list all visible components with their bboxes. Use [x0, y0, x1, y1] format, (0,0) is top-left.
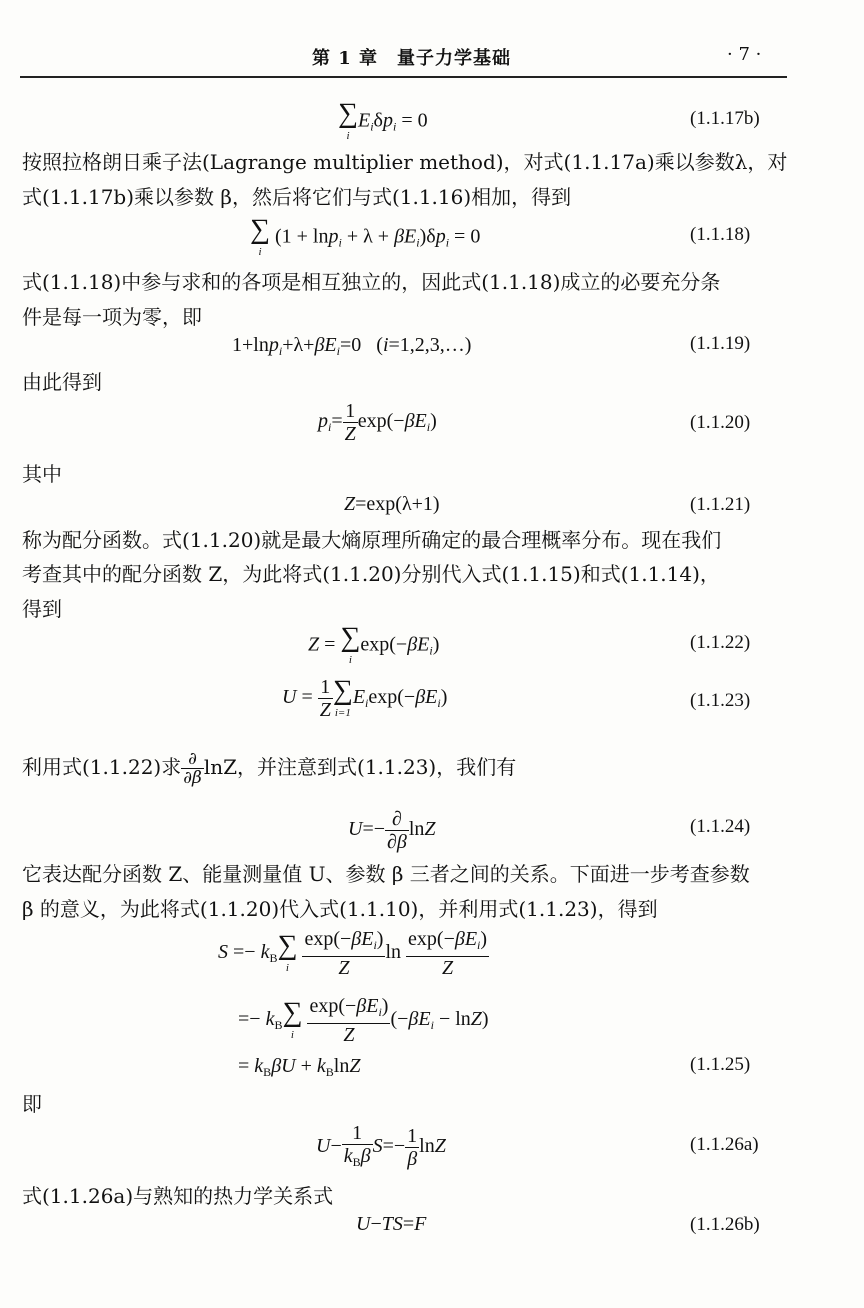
equation-number: (1.1.22)	[690, 632, 751, 653]
equation-1-1-23: U = $\frac{1}{Z}$ ∑ i=1 $E_i\exp(-\beta E_i)$	[282, 674, 448, 721]
equation-number: (1.1.18)	[690, 224, 751, 245]
equation-number: (1.1.24)	[690, 816, 751, 837]
paragraph-line: 其中	[22, 462, 62, 486]
paragraph-line: 即	[22, 1092, 42, 1116]
equation-number: (1.1.19)	[690, 333, 751, 354]
paragraph-line: β 的意义，为此将式(1.1.20)代入式(1.1.10)，并利用式(1.1.23)，得到	[22, 897, 658, 921]
equation-1-1-22: Z = ∑ i $\exp(-\beta E_i)$	[308, 622, 440, 666]
equation-1-1-26a: U− $\frac{1}{k_B\beta}$ S=− $\frac{1}{\beta}$ lnZ	[316, 1122, 446, 1170]
equation-1-1-20: $p_i=$ $\frac{1}{Z}$ $\exp(-\beta E_i)$	[318, 400, 437, 445]
equation-number: (1.1.26b)	[690, 1214, 760, 1235]
paragraph-line: 式(1.1.26a)与熟知的热力学关系式	[22, 1184, 334, 1208]
header-rule	[20, 76, 787, 78]
paragraph-line: 考查其中的配分函数 Z，为此将式(1.1.20)分别代入式(1.1.15)和式(1.1.14)，	[22, 562, 720, 586]
equation-number: (1.1.23)	[690, 690, 751, 711]
equation-number: (1.1.25)	[690, 1054, 751, 1075]
equation-1-1-26b: U−TS=F	[356, 1213, 427, 1235]
equation-1-1-18: ∑ i $(1 + \ln p_i + \lambda + \beta E_i)\delta p_i = 0$	[250, 214, 481, 258]
paragraph-line: 称为配分函数。式(1.1.20)就是最大熵原理所确定的最合理概率分布。现在我们	[22, 528, 722, 552]
equation-1-1-19: $1+\ln p_i+\lambda+\beta E_i=0$ (i=1,2,3,…)	[232, 334, 472, 358]
paragraph-line: 式(1.1.18)中参与求和的各项是相互独立的，因此式(1.1.18)成立的必要充分条	[22, 270, 721, 294]
paragraph-line: 按照拉格朗日乘子法(Lagrange multiplier method)，对式(1.1.17a)乘以参数λ，对	[22, 150, 788, 174]
equation-1-1-25-line3: = $k_B\beta U + k_B\ln Z$	[238, 1055, 361, 1079]
equation-number: (1.1.26a)	[690, 1134, 759, 1155]
paragraph-line: 件是每一项为零，即	[22, 305, 202, 329]
equation-1-1-21: Z=exp(λ+1)	[344, 493, 440, 515]
page-number: · 7 ·	[727, 44, 762, 65]
paragraph-line: 得到	[22, 597, 62, 621]
equation-1-1-25-line1: $S =- k_B$ ∑ i $\frac{\exp(-\beta E_i)}{Z}$ ln $\frac{\exp(-\beta E_i)}{Z}$	[218, 928, 488, 979]
running-header-chapter-title: 第 1 章 量子力学基础	[312, 48, 512, 69]
paragraph-line: 它表达配分函数 Z、能量测量值 U、参数 β 三者之间的关系。下面进一步考查参数	[22, 862, 750, 886]
equation-number: (1.1.20)	[690, 412, 751, 433]
equation-1-1-17b: ∑ i $E_i\delta p_i = 0$	[338, 98, 428, 142]
equation-number: (1.1.21)	[690, 494, 751, 515]
paragraph-line: 式(1.1.17b)乘以参数 β，然后将它们与式(1.1.16)相加，得到	[22, 185, 572, 209]
equation-1-1-25-line2: =− $k_B$ ∑ i $\frac{\exp(-\beta E_i)}{Z}$ $(-\beta E_i - \ln Z)$	[238, 995, 489, 1046]
equation-1-1-24: U=− $\frac{\partial}{\partial\beta}$ lnZ	[348, 808, 436, 853]
equation-number: (1.1.17b)	[690, 108, 760, 129]
paragraph-line: 由此得到	[22, 370, 102, 394]
paragraph-line: 利用式(1.1.22)求 $\frac{\partial}{\partial\beta}$ lnZ，并注意到式(1.1.23)，我们有	[22, 749, 517, 788]
